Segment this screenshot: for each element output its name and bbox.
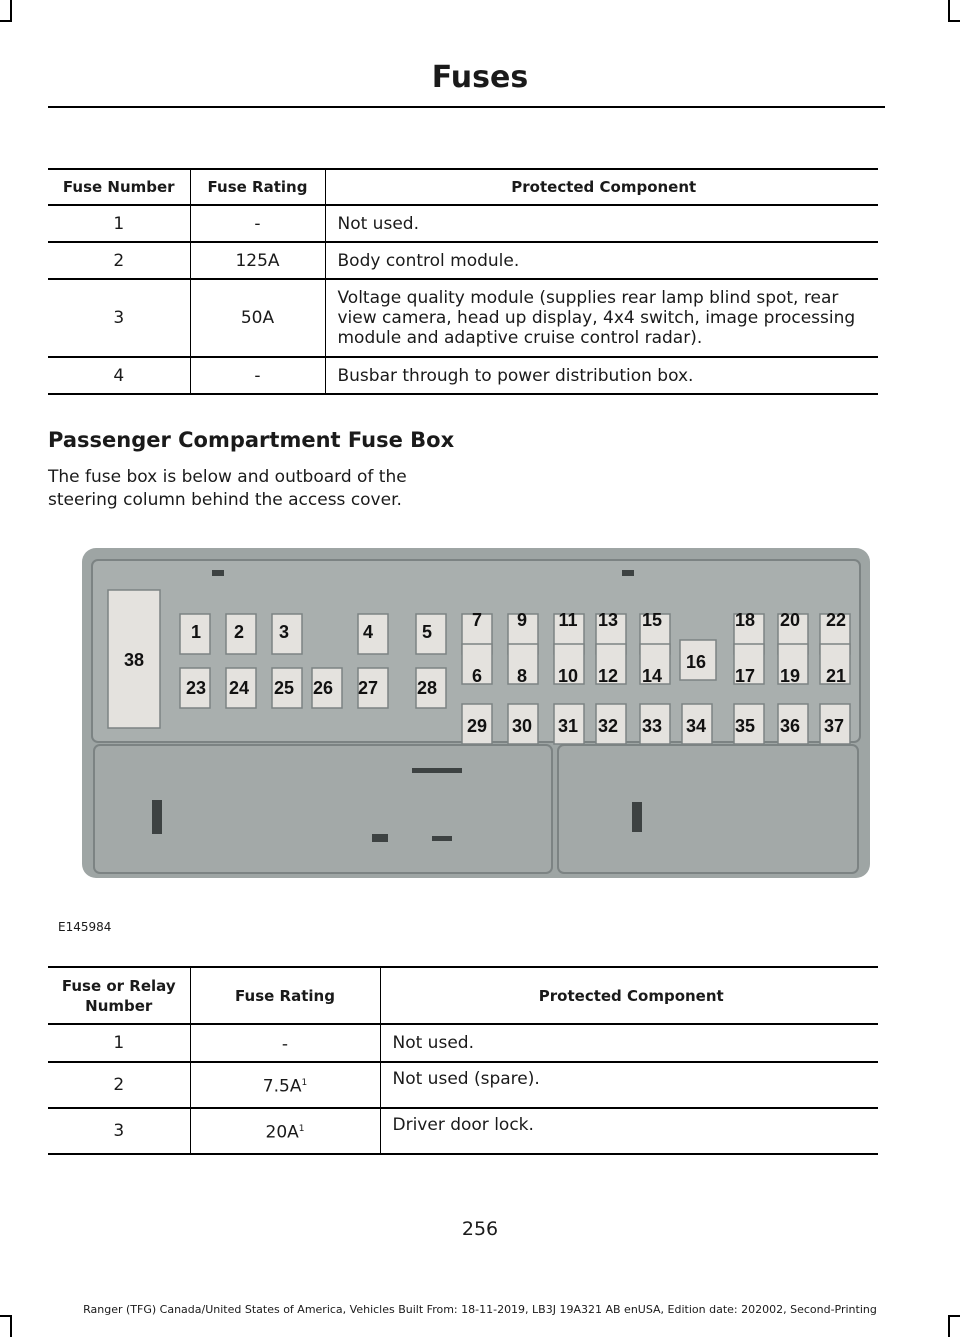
fuse-rating — [190, 1062, 380, 1108]
fuse-label-30: 30 — [511, 716, 533, 736]
fuse-rating — [190, 1108, 380, 1154]
fuse-label-10: 10 — [557, 666, 579, 686]
fuse-rating: - — [190, 357, 325, 394]
table-row — [48, 1024, 878, 1062]
fuse-box-lower-right-panel — [558, 745, 858, 873]
section-text: The fuse box is below and outboard of the steering column behind the access cover. — [48, 467, 407, 510]
fuse-label-35: 35 — [734, 716, 756, 736]
fuse-rating: 50A — [190, 279, 325, 357]
fuse-number: 2 — [48, 1062, 190, 1108]
fuse-number: 1 — [48, 205, 190, 242]
fuse-box-diagram — [82, 540, 870, 885]
fuse-label-27: 27 — [357, 678, 379, 698]
footnote-ref: 1 — [301, 1077, 308, 1088]
crop-mark — [10, 1315, 12, 1337]
section-heading: Passenger Compartment Fuse Box — [48, 428, 455, 452]
fuse-label-3: 3 — [278, 622, 290, 642]
fuse-label-26: 26 — [312, 678, 334, 698]
protected-component: Not used. — [325, 205, 878, 242]
fuse-label-22: 22 — [825, 610, 847, 630]
fuse-label-9: 9 — [516, 610, 528, 630]
fuse-label-7: 7 — [471, 610, 483, 630]
fuse-table-engine — [48, 168, 878, 395]
fuse-number: 4 — [48, 357, 190, 394]
crop-mark — [948, 1315, 950, 1337]
col-header-fuse-rating: Fuse Rating — [190, 967, 380, 1024]
protected-component: Driver door lock. — [380, 1108, 878, 1154]
fuse-box-slot — [152, 800, 162, 834]
fuse-rating — [190, 1024, 380, 1062]
fuse-label-14: 14 — [641, 666, 663, 686]
figure-id: E145984 — [58, 920, 112, 934]
fuse-box-slot — [372, 834, 388, 842]
fuse-label-23: 23 — [185, 678, 207, 698]
fuse-label-28: 28 — [416, 678, 438, 698]
fuse-label-33: 33 — [641, 716, 663, 736]
fuse-label-11: 11 — [558, 610, 578, 630]
protected-component: Voltage quality module (supplies rear lamp blind spot, rear view camera, head up display, 4x4 switch, image processing module and adaptive cruise control radar). — [325, 279, 878, 357]
table-row — [48, 242, 878, 279]
fuse-box-slot — [632, 802, 642, 832]
fuse-box-slot — [412, 768, 462, 773]
fuse-label-38: 38 — [123, 650, 145, 670]
fuse-label-1: 1 — [190, 622, 202, 642]
fuse-label-13: 13 — [597, 610, 619, 630]
fuse-label-31: 31 — [557, 716, 579, 736]
protected-component: Not used. — [380, 1024, 878, 1062]
page-title: Fuses — [431, 60, 529, 95]
fuse-box-lower-left-panel — [94, 745, 552, 873]
fuse-number: 1 — [48, 1024, 190, 1062]
table-header-row — [48, 967, 878, 1024]
table-row — [48, 205, 878, 242]
fuse-label-4: 4 — [362, 622, 374, 642]
fuse-number: 2 — [48, 242, 190, 279]
col-header-fuse-or-relay-number: Fuse or Relay Number — [48, 967, 190, 1024]
fuse-table-passenger — [48, 966, 878, 1155]
fuse-label-8: 8 — [516, 666, 528, 686]
protected-component: Busbar through to power distribution box. — [325, 357, 878, 394]
fuse-label-37: 37 — [823, 716, 845, 736]
fuse-box-tab — [622, 570, 634, 576]
fuse-label-12: 12 — [597, 666, 619, 686]
crop-mark — [0, 20, 12, 22]
fuse-rating: - — [190, 205, 325, 242]
fuse-label-24: 24 — [228, 678, 250, 698]
protected-component: Body control module. — [325, 242, 878, 279]
header-rule — [48, 106, 885, 108]
fuse-box-slot — [432, 836, 452, 841]
fuse-label-25: 25 — [273, 678, 295, 698]
col-header-protected-component: Protected Component — [380, 967, 878, 1024]
crop-mark — [948, 0, 950, 22]
col-header-protected-component: Protected Component — [325, 169, 878, 205]
fuse-label-6: 6 — [471, 666, 483, 686]
table-row — [48, 1108, 878, 1154]
fuse-label-17: 17 — [734, 666, 756, 686]
fuse-rating: 125A — [190, 242, 325, 279]
fuse-label-16: 16 — [685, 652, 707, 672]
table-row — [48, 279, 878, 357]
fuse-label-19: 19 — [779, 666, 801, 686]
fuse-label-18: 18 — [734, 610, 756, 630]
table-row — [48, 357, 878, 394]
fuse-rating-value: 20A — [265, 1122, 299, 1143]
fuse-box-tab — [212, 570, 224, 576]
fuse-label-21: 21 — [825, 666, 847, 686]
fuse-rating-value: - — [281, 1034, 289, 1055]
col-header-fuse-rating: Fuse Rating — [190, 169, 325, 205]
fuse-label-36: 36 — [779, 716, 801, 736]
page-footer: Ranger (TFG) Canada/United States of America, Vehicles Built From: 18-11-2019, LB3J 19A321 AB enUSA, Edition date: 202002, Second-Printing — [83, 1303, 877, 1316]
fuse-label-15: 15 — [641, 610, 663, 630]
fuse-label-5: 5 — [421, 622, 433, 642]
fuse-number: 3 — [48, 1108, 190, 1154]
fuse-number: 3 — [48, 279, 190, 357]
fuse-label-32: 32 — [597, 716, 619, 736]
crop-mark — [948, 20, 960, 22]
table-header-row — [48, 169, 878, 205]
col-header-fuse-number: Fuse Number — [48, 169, 190, 205]
fuse-label-2: 2 — [233, 622, 245, 642]
footnote-ref: 1 — [298, 1123, 305, 1134]
crop-mark — [10, 0, 12, 22]
fuse-rating-value: 7.5A — [262, 1076, 302, 1097]
fuse-label-34: 34 — [685, 716, 707, 736]
protected-component: Not used (spare). — [380, 1062, 878, 1108]
fuse-label-29: 29 — [466, 716, 488, 736]
fuse-label-20: 20 — [779, 610, 801, 630]
page-number: 256 — [461, 1218, 499, 1240]
table-row — [48, 1062, 878, 1108]
